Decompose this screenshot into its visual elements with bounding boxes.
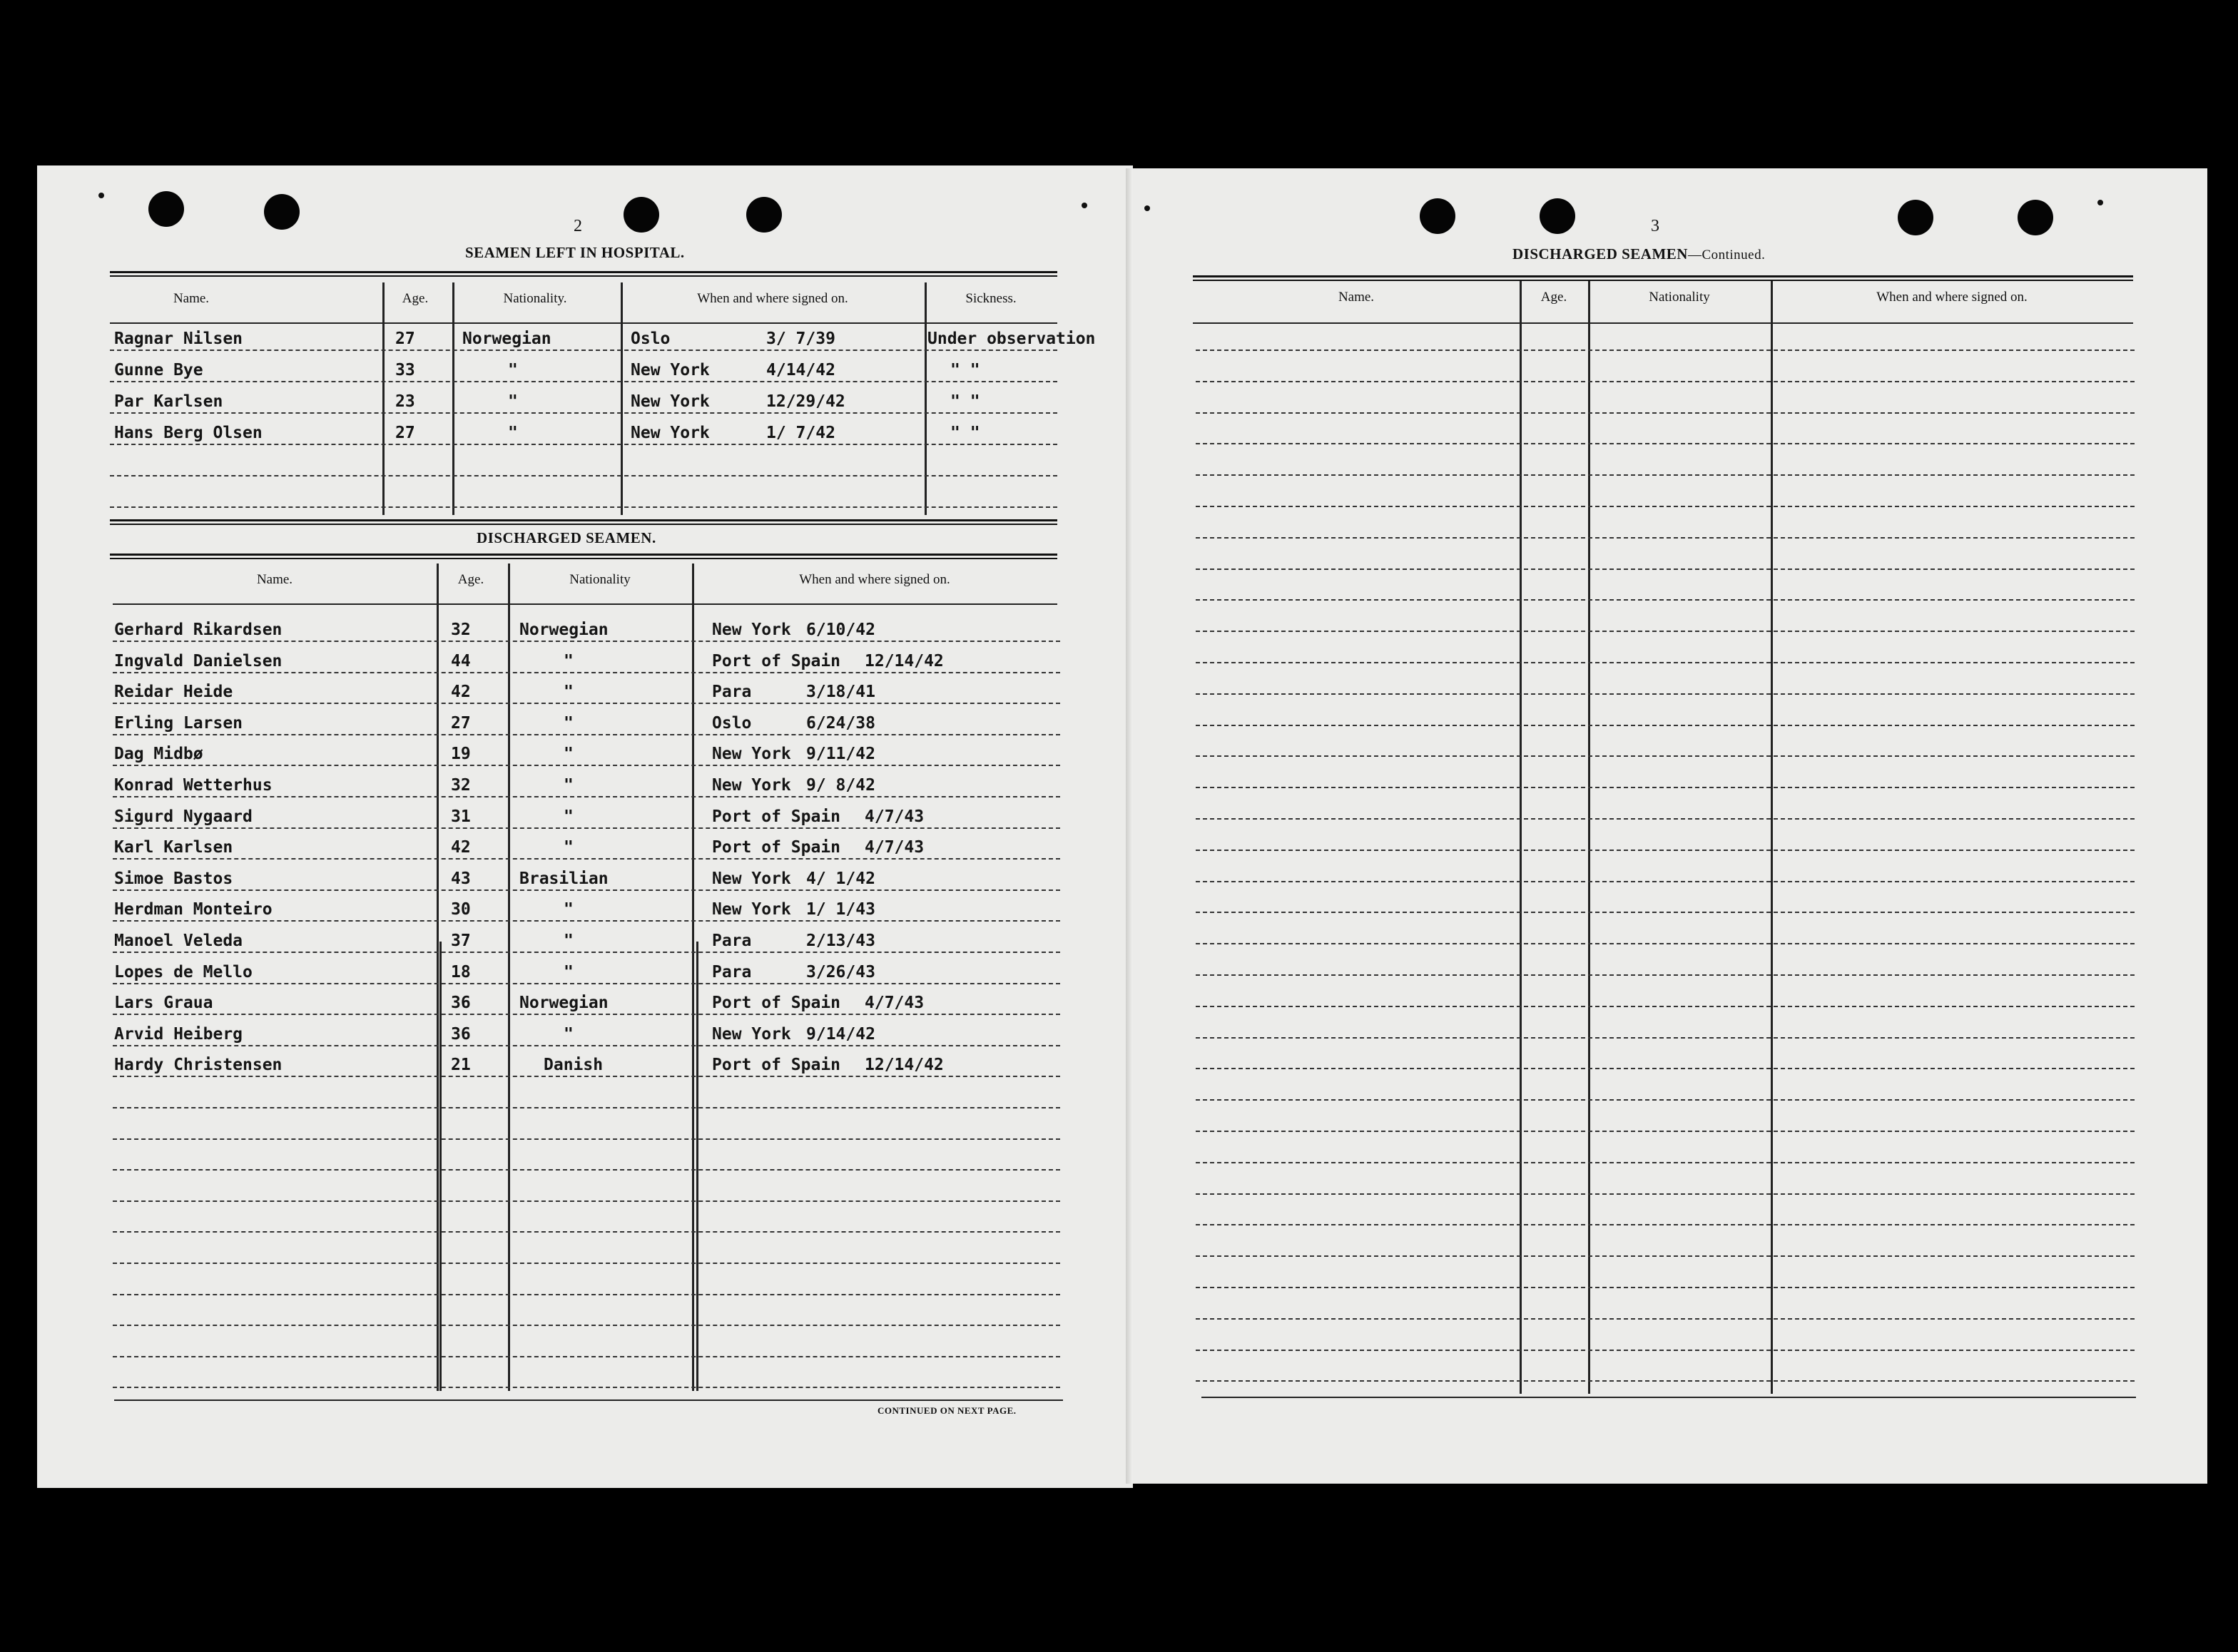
ruled-line	[1196, 412, 2135, 414]
ruled-line	[113, 1387, 1060, 1388]
ruled-line	[1196, 1162, 2135, 1163]
hospital-title: SEAMEN LEFT IN HOSPITAL.	[465, 244, 685, 261]
punch-hole	[624, 197, 659, 233]
signed-on-place: Port of Spain	[712, 838, 841, 857]
signed-on-date: 4/ 1/42	[806, 870, 875, 888]
seaman-nationality: "	[564, 652, 574, 671]
signed-on-place: Para	[712, 963, 752, 981]
right-top-rule	[1193, 275, 2133, 281]
continued-note: CONTINUED ON NEXT PAGE.	[878, 1405, 1017, 1416]
header-nationality: Nationality	[569, 572, 631, 587]
seaman-name: Lopes de Mello	[114, 963, 253, 981]
header-age: Age.	[457, 572, 484, 587]
seaman-age: 27	[395, 424, 415, 442]
header-nationality: Nationality	[1649, 290, 1710, 305]
seaman-name: Ingvald Danielsen	[114, 652, 283, 671]
discharged-title: DISCHARGED SEAMEN.	[477, 529, 656, 546]
right-bottom-rule	[1201, 1397, 2136, 1398]
seaman-nationality: "	[508, 424, 518, 442]
signed-on-place: New York	[712, 745, 791, 763]
seaman-name: Gunne Bye	[114, 361, 203, 379]
signed-on-place: Para	[712, 932, 752, 950]
header-sickness: Sickness.	[965, 291, 1017, 306]
signed-on-place: New York	[712, 1025, 791, 1044]
ruled-line	[113, 1014, 1060, 1015]
ruled-line	[113, 796, 1060, 797]
ruled-line	[113, 827, 1060, 829]
ruled-line	[1196, 1099, 2135, 1101]
header-age: Age.	[402, 291, 429, 306]
ruled-line	[1196, 943, 2135, 944]
signed-on-date: 6/10/42	[806, 621, 875, 639]
signed-on-date: 4/7/43	[865, 994, 925, 1012]
ruled-line	[110, 475, 1057, 476]
right-header-rule	[1193, 322, 2133, 324]
header-name: Name.	[256, 572, 293, 587]
ruled-line	[113, 672, 1060, 673]
discharged-bottom-rule	[114, 1399, 1063, 1401]
continued-title-text: DISCHARGED SEAMEN	[1512, 245, 1688, 262]
ruled-line	[113, 765, 1060, 766]
ruled-line	[113, 1263, 1060, 1264]
speck	[2097, 200, 2103, 205]
ruled-line	[1196, 350, 2135, 351]
ruled-line	[113, 1231, 1060, 1233]
signed-on-date: 1/ 7/42	[766, 424, 835, 442]
header-name: Name.	[173, 291, 210, 306]
punch-hole	[264, 194, 300, 230]
seaman-age: 18	[451, 963, 471, 981]
seaman-nationality: "	[508, 392, 518, 411]
ruled-line	[1196, 1037, 2135, 1039]
signed-on-place: New York	[631, 392, 710, 411]
signed-on-place: Para	[712, 683, 752, 701]
seaman-nationality: "	[564, 900, 574, 919]
ruled-line	[1196, 725, 2135, 726]
ruled-line	[113, 1294, 1060, 1295]
signed-on-place: Oslo	[631, 330, 671, 348]
continued-title-suffix: —Continued.	[1687, 248, 1766, 262]
ruled-line	[1196, 599, 2135, 601]
ruled-line	[1196, 693, 2135, 695]
seaman-age: 21	[451, 1056, 471, 1074]
ruled-line	[1196, 568, 2135, 570]
header-age: Age.	[1540, 290, 1567, 305]
ruled-line	[113, 920, 1060, 922]
seaman-nationality: Brasilian	[519, 870, 609, 888]
signed-on-place: New York	[631, 361, 710, 379]
seaman-age: 43	[451, 870, 471, 888]
page-fold	[1126, 168, 1133, 1484]
signed-on-date: 9/14/42	[806, 1025, 875, 1044]
column-divider	[692, 564, 694, 1391]
seaman-name: Lars Graua	[114, 994, 213, 1012]
seaman-name: Sigurd Nygaard	[114, 807, 253, 826]
header-signed-on: When and where signed on.	[1876, 290, 2028, 305]
page-number: 3	[1651, 217, 1659, 235]
column-divider	[1771, 281, 1773, 1394]
header-nationality: Nationality.	[503, 291, 567, 306]
ruled-line	[1196, 1350, 2135, 1351]
ruled-line	[113, 1169, 1060, 1171]
ruled-line	[1196, 850, 2135, 851]
punch-hole	[746, 197, 782, 233]
ruled-line	[113, 1107, 1060, 1108]
seaman-name: Dag Midbø	[114, 745, 203, 763]
signed-on-place: New York	[712, 900, 791, 919]
header-signed-on: When and where signed on.	[799, 572, 950, 587]
signed-on-place: Port of Spain	[712, 652, 841, 671]
column-divider	[508, 564, 510, 1391]
seaman-nationality: "	[564, 714, 574, 733]
seaman-nationality: "	[564, 963, 574, 981]
seaman-age: 44	[451, 652, 471, 671]
ruled-line	[1196, 1131, 2135, 1132]
seaman-name: Simoe Bastos	[114, 870, 233, 888]
seaman-age: 36	[451, 1025, 471, 1044]
ruled-line	[1196, 537, 2135, 539]
signed-on-date: 4/7/43	[865, 807, 925, 826]
punch-hole	[1898, 200, 1933, 235]
seaman-age: 42	[451, 838, 471, 857]
ruled-line	[1196, 443, 2135, 444]
seaman-nationality: "	[564, 932, 574, 950]
seaman-name: Konrad Wetterhus	[114, 776, 273, 795]
signed-on-date: 9/ 8/42	[806, 776, 875, 795]
ruled-line	[1196, 1380, 2135, 1382]
signed-on-place: New York	[712, 776, 791, 795]
signed-on-place: Oslo	[712, 714, 752, 733]
seaman-nationality: Norwegian	[519, 994, 609, 1012]
ruled-line	[1196, 1006, 2135, 1007]
seaman-age: 32	[451, 621, 471, 639]
ruled-line	[1196, 1255, 2135, 1257]
punch-hole	[1420, 198, 1455, 234]
signed-on-date: 4/7/43	[865, 838, 925, 857]
column-divider	[1520, 281, 1522, 1394]
ruled-line	[113, 641, 1060, 642]
ruled-line	[1196, 631, 2135, 632]
signed-on-place: Port of Spain	[712, 994, 841, 1012]
signed-on-date: 2/13/43	[806, 932, 875, 950]
sickness: " "	[950, 424, 980, 442]
hospital-top-rule	[110, 271, 1057, 277]
ruled-line	[1196, 1224, 2135, 1225]
ruled-line	[113, 1076, 1060, 1077]
discharged-header-rule	[113, 603, 1057, 605]
signed-on-date: 4/14/42	[766, 361, 835, 379]
punch-hole	[1540, 198, 1575, 234]
seaman-age: 23	[395, 392, 415, 411]
signed-on-place: Port of Spain	[712, 1056, 841, 1074]
ruled-line	[113, 983, 1060, 984]
ruled-line	[110, 412, 1057, 414]
ruled-line	[1196, 1318, 2135, 1320]
ruled-line	[113, 703, 1060, 704]
seaman-name: Ragnar Nilsen	[114, 330, 243, 348]
ruled-line	[1196, 381, 2135, 382]
speck	[1144, 205, 1150, 211]
seaman-age: 37	[451, 932, 471, 950]
ruled-line	[1196, 881, 2135, 882]
seaman-name: Hans Berg Olsen	[114, 424, 263, 442]
seaman-age: 19	[451, 745, 471, 763]
ruled-line	[1196, 474, 2135, 476]
ruled-line	[110, 444, 1057, 445]
seaman-name: Par Karlsen	[114, 392, 223, 411]
signed-on-place: Port of Spain	[712, 807, 841, 826]
page-number: 2	[574, 217, 582, 235]
ruled-line	[1196, 662, 2135, 663]
seaman-name: Arvid Heiberg	[114, 1025, 243, 1044]
ruled-line	[113, 858, 1060, 860]
seaman-age: 32	[451, 776, 471, 795]
column-divider	[621, 282, 623, 515]
discharged-top-rule	[110, 554, 1057, 559]
ruled-line	[113, 952, 1060, 953]
seaman-name: Karl Karlsen	[114, 838, 233, 857]
seaman-name: Gerhard Rikardsen	[114, 621, 283, 639]
column-divider	[1588, 281, 1590, 1394]
seaman-nationality: "	[564, 745, 574, 763]
ruled-line	[1196, 818, 2135, 820]
ruled-line	[1196, 1068, 2135, 1069]
header-signed-on: When and where signed on.	[697, 291, 848, 306]
column-divider	[439, 942, 442, 1391]
seaman-nationality: Norwegian	[519, 621, 609, 639]
column-divider	[696, 942, 698, 1391]
signed-on-date: 6/24/38	[806, 714, 875, 733]
seaman-age: 42	[451, 683, 471, 701]
signed-on-place: New York	[712, 870, 791, 888]
hospital-header-rule	[110, 322, 1057, 324]
column-divider	[437, 564, 439, 1391]
signed-on-date: 12/14/42	[865, 1056, 944, 1074]
ruled-line	[1196, 506, 2135, 507]
sickness: " "	[950, 392, 980, 411]
signed-on-date: 3/26/43	[806, 963, 875, 981]
seaman-nationality: "	[564, 1025, 574, 1044]
discharged-top-rule-upper	[110, 519, 1057, 525]
signed-on-date: 12/29/42	[766, 392, 845, 411]
seaman-name: Herdman Monteiro	[114, 900, 273, 919]
signed-on-date: 12/14/42	[865, 652, 944, 671]
seaman-nationality: "	[564, 807, 574, 826]
ruled-line	[1196, 1287, 2135, 1288]
speck	[1082, 203, 1087, 208]
ruled-line	[1196, 755, 2135, 757]
ruled-line	[1196, 787, 2135, 788]
ruled-line	[110, 381, 1057, 382]
ruled-line	[110, 506, 1057, 508]
seaman-nationality: "	[564, 683, 574, 701]
ruled-line	[113, 1356, 1060, 1357]
speck	[98, 193, 104, 198]
seaman-age: 31	[451, 807, 471, 826]
header-name: Name.	[1338, 290, 1375, 305]
seaman-age: 27	[451, 714, 471, 733]
punch-hole	[2018, 200, 2053, 235]
ruled-line	[113, 1325, 1060, 1326]
column-divider	[382, 282, 385, 515]
ruled-line	[113, 889, 1060, 891]
ruled-line	[113, 1200, 1060, 1202]
signed-on-date: 3/18/41	[806, 683, 875, 701]
ruled-line	[1196, 974, 2135, 976]
sickness: " "	[950, 361, 980, 379]
sickness: Under observation	[927, 330, 1096, 348]
seaman-age: 36	[451, 994, 471, 1012]
ruled-line	[1196, 912, 2135, 913]
signed-on-place: New York	[631, 424, 710, 442]
seaman-nationality: "	[564, 776, 574, 795]
seaman-age: 27	[395, 330, 415, 348]
signed-on-date: 9/11/42	[806, 745, 875, 763]
punch-hole	[148, 191, 184, 227]
seaman-name: Reidar Heide	[114, 683, 233, 701]
seaman-age: 30	[451, 900, 471, 919]
ruled-line	[113, 1045, 1060, 1046]
column-divider	[925, 282, 927, 515]
column-divider	[452, 282, 454, 515]
ruled-line	[113, 734, 1060, 735]
continued-title	[1512, 245, 1765, 263]
seaman-name: Erling Larsen	[114, 714, 243, 733]
seaman-nationality: Norwegian	[462, 330, 551, 348]
seaman-name: Hardy Christensen	[114, 1056, 283, 1074]
signed-on-date: 3/ 7/39	[766, 330, 835, 348]
ruled-line	[110, 350, 1057, 351]
signed-on-place: New York	[712, 621, 791, 639]
seaman-age: 33	[395, 361, 415, 379]
seaman-nationality: "	[564, 838, 574, 857]
signed-on-date: 1/ 1/43	[806, 900, 875, 919]
ruled-line	[1196, 1193, 2135, 1195]
seaman-nationality: Danish	[544, 1056, 604, 1074]
seaman-name: Manoel Veleda	[114, 932, 243, 950]
seaman-nationality: "	[508, 361, 518, 379]
ruled-line	[113, 1138, 1060, 1140]
